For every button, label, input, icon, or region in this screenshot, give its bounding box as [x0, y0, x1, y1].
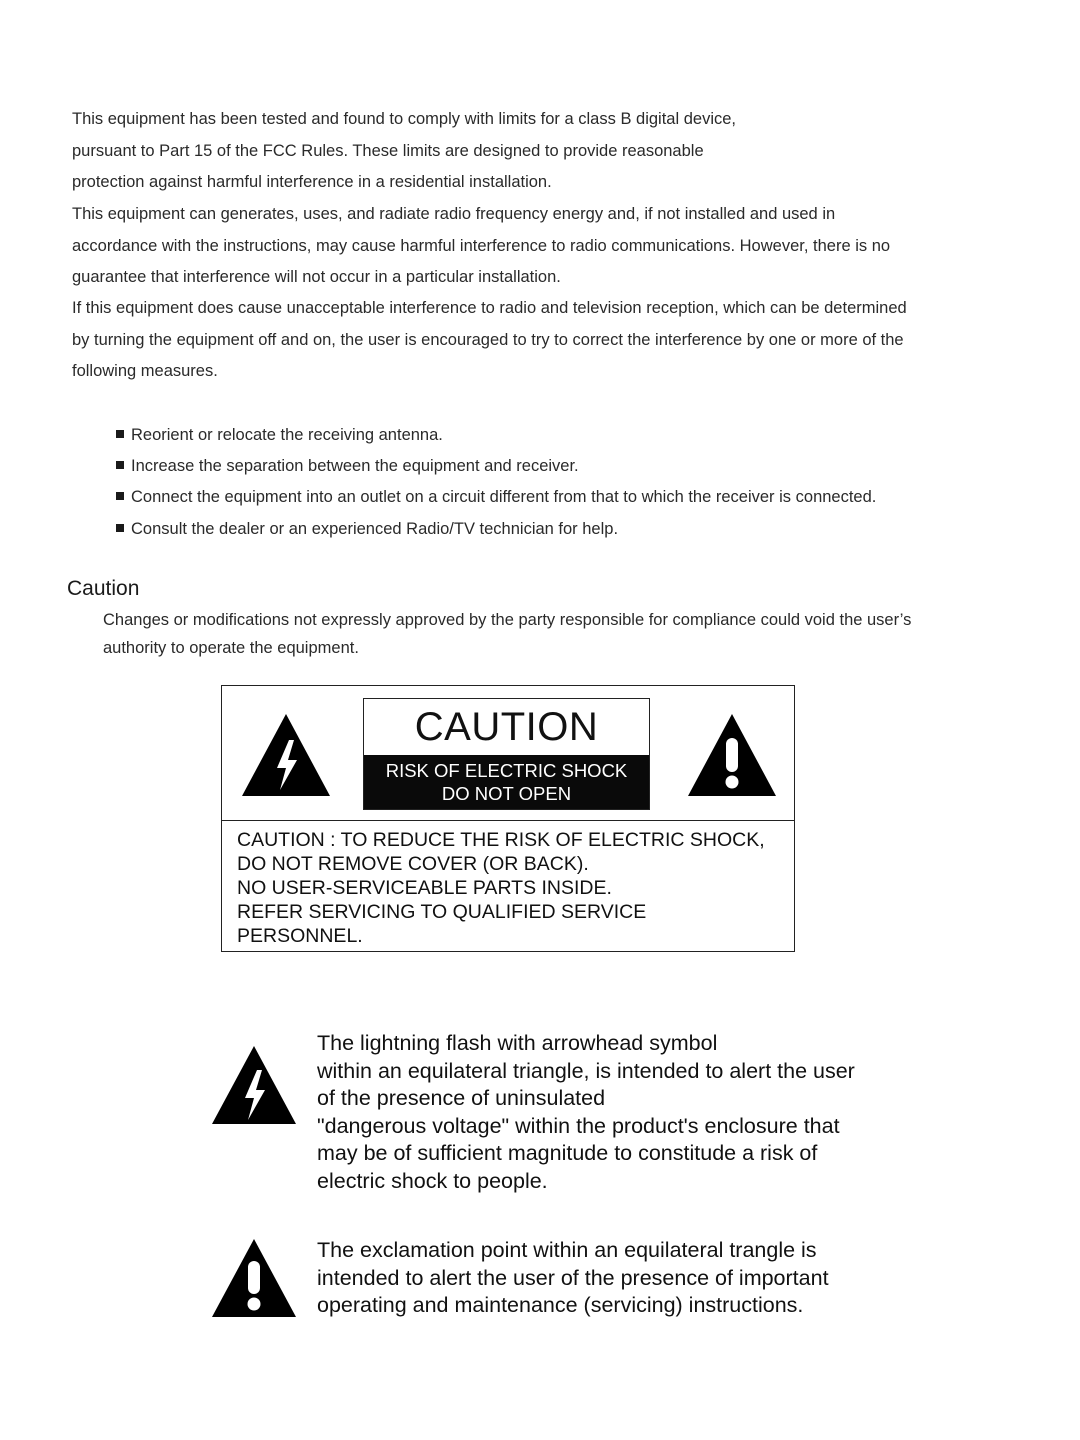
- fcc-paragraph-2: [72, 199, 1032, 294]
- list-item-text: Connect the equipment into an outlet on a circuit different from that to which the receiver is connected.: [131, 488, 877, 507]
- text-line: following measures.: [72, 362, 218, 381]
- fcc-paragraph-1: [72, 104, 1032, 199]
- exclamation-warning-icon: [210, 1237, 298, 1319]
- warning-label-text: [237, 828, 765, 948]
- text-line: intended to alert the user of the presence of important: [317, 1265, 829, 1290]
- lightning-warning-icon: [240, 712, 332, 798]
- text-line: by turning the equipment off and on, the user is encouraged to try to correct the interference by one or more of the: [72, 330, 904, 349]
- text-line: Changes or modifications not expressly approved by the party responsible for compliance could void the user’s: [103, 611, 912, 629]
- warning-label-header: [222, 686, 794, 821]
- measures-list: [116, 420, 1016, 545]
- text-line: REFER SERVICING TO QUALIFIED SERVICE: [237, 901, 647, 923]
- text-line: If this equipment does cause unacceptable interference to radio and television reception, which can be determined: [72, 299, 907, 317]
- list-item: [116, 482, 1016, 513]
- warning-label: [221, 685, 795, 952]
- text-line: may be of sufficient magnitude to constitude a risk of: [317, 1141, 818, 1165]
- text-line: operating and maintenance (servicing) instructions.: [317, 1293, 804, 1317]
- text-line: This equipment has been tested and found to comply with limits for a class B digital device,: [72, 110, 737, 128]
- caution-body: [103, 606, 1043, 662]
- band-line: DO NOT OPEN: [441, 783, 572, 804]
- text-line: within an equilateral triangle, is intended to alert the user: [317, 1058, 855, 1083]
- list-item-text: Consult the dealer or an experienced Radio/TV technician for help.: [131, 519, 619, 538]
- text-line: NO USER-SERVICEABLE PARTS INSIDE.: [237, 877, 612, 899]
- exclamation-warning-icon: [686, 712, 778, 798]
- list-item: [116, 514, 1016, 545]
- caution-sign-band: [364, 755, 649, 809]
- text-line: PERSONNEL.: [237, 925, 363, 947]
- text-line: electric shock to people.: [317, 1168, 548, 1193]
- band-line: RISK OF ELECTRIC SHOCK: [385, 760, 628, 781]
- text-line: The lightning flash with arrowhead symbol: [317, 1031, 718, 1055]
- list-item: [116, 420, 1016, 451]
- text-line: pursuant to Part 15 of the FCC Rules. These limits are designed to provide reasonable: [72, 141, 704, 160]
- text-line: of the presence of uninsulated: [317, 1086, 606, 1110]
- square-bullet-icon: [116, 461, 124, 469]
- square-bullet-icon: [116, 430, 124, 438]
- text-line: The exclamation point within an equilateral trangle is: [317, 1238, 817, 1262]
- lightning-warning-icon: [210, 1044, 298, 1126]
- caution-heading: Caution: [67, 577, 140, 600]
- text-line: protection against harmful interference in a residential installation.: [72, 173, 552, 192]
- fcc-paragraph-3: [72, 293, 1032, 388]
- text-line: guarantee that interference will not occur in a particular installation.: [72, 268, 561, 287]
- list-item-text: Reorient or relocate the receiving antenna.: [131, 426, 443, 444]
- text-line: DO NOT REMOVE COVER (OR BACK).: [237, 853, 589, 875]
- symbol-description: [317, 1030, 855, 1195]
- text-line: accordance with the instructions, may cause harmful interference to radio communications. However, there is no: [72, 236, 891, 255]
- caution-sign: [363, 698, 650, 810]
- list-item: [116, 451, 1016, 482]
- square-bullet-icon: [116, 524, 124, 532]
- list-item-text: Increase the separation between the equipment and receiver.: [131, 457, 579, 476]
- symbol-description: [317, 1237, 829, 1320]
- text-line: CAUTION : TO REDUCE THE RISK OF ELECTRIC SHOCK,: [237, 829, 765, 851]
- square-bullet-icon: [116, 492, 124, 500]
- text-line: This equipment can generates, uses, and radiate radio frequency energy and, if not installed and used in: [72, 205, 836, 223]
- text-line: authority to operate the equipment.: [103, 639, 359, 657]
- text-line: "dangerous voltage" within the product's enclosure that: [317, 1113, 840, 1138]
- caution-sign-title: CAUTION: [414, 705, 599, 749]
